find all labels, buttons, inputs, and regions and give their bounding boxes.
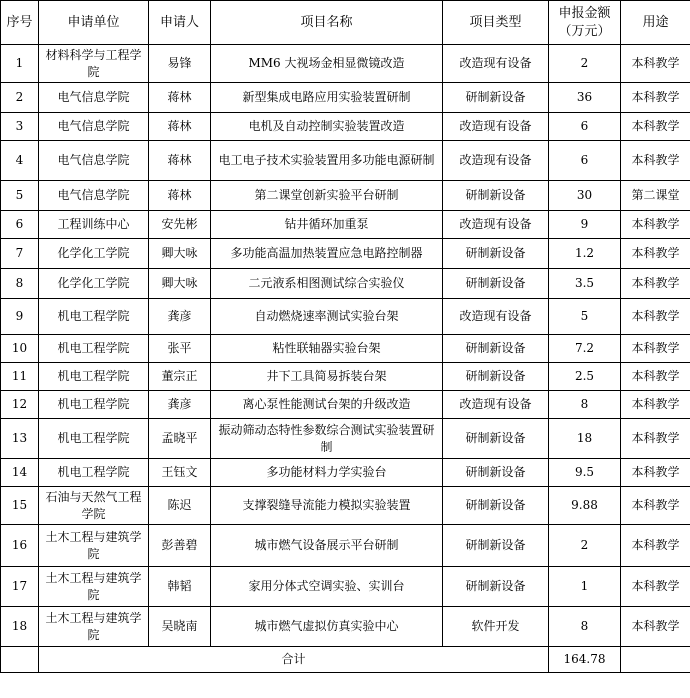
table-row: [1, 239, 690, 269]
header-no: 序号: [1, 1, 39, 45]
cell-unit: 机电工程学院: [39, 335, 149, 363]
cell-usage: 本科教学: [621, 607, 690, 647]
cell-unit: 电气信息学院: [39, 181, 149, 211]
cell-applicant: 蒋林: [149, 113, 211, 141]
cell-usage: 本科教学: [621, 239, 690, 269]
cell-type: 改造现有设备: [443, 391, 549, 419]
cell-usage: 本科教学: [621, 567, 690, 607]
cell-unit: 机电工程学院: [39, 391, 149, 419]
total-blank: [1, 647, 39, 673]
cell-unit: 化学化工学院: [39, 269, 149, 299]
cell-amount: 9.5: [549, 459, 621, 487]
cell-amount: 7.2: [549, 335, 621, 363]
table-row: [1, 299, 690, 335]
cell-no: 10: [1, 335, 39, 363]
cell-unit: 土木工程与建筑学院: [39, 525, 149, 567]
cell-unit: 机电工程学院: [39, 459, 149, 487]
cell-no: 5: [1, 181, 39, 211]
header-applicant: 申请人: [149, 1, 211, 45]
cell-amount: 6: [549, 141, 621, 181]
cell-applicant: 蒋林: [149, 141, 211, 181]
table-row: [1, 141, 690, 181]
cell-type: 研制新设备: [443, 363, 549, 391]
cell-no: 13: [1, 419, 39, 459]
cell-amount: 18: [549, 419, 621, 459]
cell-amount: 9: [549, 211, 621, 239]
table-body: [1, 1, 690, 673]
cell-applicant: 孟晓平: [149, 419, 211, 459]
cell-usage: 第二课堂: [621, 181, 690, 211]
cell-type: 研制新设备: [443, 269, 549, 299]
cell-usage: 本科教学: [621, 363, 690, 391]
cell-project: 家用分体式空调实验、实训台: [211, 567, 443, 607]
cell-project: 城市燃气设备展示平台研制: [211, 525, 443, 567]
cell-amount: 2: [549, 525, 621, 567]
cell-applicant: 卿大咏: [149, 269, 211, 299]
cell-usage: 本科教学: [621, 141, 690, 181]
cell-applicant: 王钰文: [149, 459, 211, 487]
table-row: [1, 419, 690, 459]
cell-amount: 9.88: [549, 487, 621, 525]
cell-no: 12: [1, 391, 39, 419]
cell-usage: 本科教学: [621, 299, 690, 335]
total-amount: 164.78: [549, 647, 621, 673]
cell-amount: 36: [549, 83, 621, 113]
cell-usage: 本科教学: [621, 83, 690, 113]
cell-type: 改造现有设备: [443, 211, 549, 239]
table-row: [1, 391, 690, 419]
cell-project: 振动筛动态特性参数综合测试实验装置研制: [211, 419, 443, 459]
cell-type: 研制新设备: [443, 83, 549, 113]
cell-applicant: 彭善碧: [149, 525, 211, 567]
header-type: 项目类型: [443, 1, 549, 45]
cell-project: 自动燃烧速率测试实验台架: [211, 299, 443, 335]
cell-no: 2: [1, 83, 39, 113]
cell-no: 18: [1, 607, 39, 647]
cell-no: 17: [1, 567, 39, 607]
cell-amount: 3.5: [549, 269, 621, 299]
cell-applicant: 蒋林: [149, 181, 211, 211]
cell-project: 第二课堂创新实验平台研制: [211, 181, 443, 211]
cell-amount: 6: [549, 113, 621, 141]
cell-applicant: 龚彦: [149, 391, 211, 419]
table-row: [1, 335, 690, 363]
cell-type: 改造现有设备: [443, 45, 549, 83]
cell-project: 城市燃气虚拟仿真实验中心: [211, 607, 443, 647]
cell-usage: 本科教学: [621, 487, 690, 525]
cell-type: 研制新设备: [443, 525, 549, 567]
cell-applicant: 韩韬: [149, 567, 211, 607]
header-row: [1, 1, 690, 45]
cell-unit: 电气信息学院: [39, 83, 149, 113]
cell-usage: 本科教学: [621, 335, 690, 363]
cell-unit: 土木工程与建筑学院: [39, 607, 149, 647]
cell-amount: 5: [549, 299, 621, 335]
table-row: [1, 459, 690, 487]
cell-project: 支撑裂缝导流能力模拟实验装置: [211, 487, 443, 525]
cell-type: 软件开发: [443, 607, 549, 647]
cell-amount: 1: [549, 567, 621, 607]
cell-applicant: 卿大咏: [149, 239, 211, 269]
cell-no: 6: [1, 211, 39, 239]
cell-unit: 机电工程学院: [39, 363, 149, 391]
cell-no: 16: [1, 525, 39, 567]
cell-applicant: 陈迟: [149, 487, 211, 525]
table-row: [1, 269, 690, 299]
cell-usage: 本科教学: [621, 211, 690, 239]
cell-applicant: 龚彦: [149, 299, 211, 335]
cell-no: 7: [1, 239, 39, 269]
cell-unit: 机电工程学院: [39, 419, 149, 459]
total-row: [1, 647, 690, 673]
cell-applicant: 张平: [149, 335, 211, 363]
cell-type: 改造现有设备: [443, 141, 549, 181]
table-row: [1, 181, 690, 211]
cell-amount: 2: [549, 45, 621, 83]
table-row: [1, 487, 690, 525]
cell-applicant: 吴晓南: [149, 607, 211, 647]
cell-unit: 化学化工学院: [39, 239, 149, 269]
header-unit: 申请单位: [39, 1, 149, 45]
cell-project: 电机及自动控制实验装置改造: [211, 113, 443, 141]
cell-usage: 本科教学: [621, 269, 690, 299]
table-row: [1, 363, 690, 391]
header-amount: 申报金额（万元）: [549, 1, 621, 45]
cell-no: 11: [1, 363, 39, 391]
total-label: 合计: [39, 647, 549, 673]
cell-amount: 8: [549, 391, 621, 419]
cell-type: 研制新设备: [443, 335, 549, 363]
table-row: [1, 113, 690, 141]
cell-project: 多功能材料力学实验台: [211, 459, 443, 487]
cell-project: 电工电子技术实验装置用多功能电源研制: [211, 141, 443, 181]
cell-unit: 石油与天然气工程学院: [39, 487, 149, 525]
cell-no: 1: [1, 45, 39, 83]
cell-project: 离心泵性能测试台架的升级改造: [211, 391, 443, 419]
cell-no: 8: [1, 269, 39, 299]
cell-type: 研制新设备: [443, 567, 549, 607]
cell-unit: 电气信息学院: [39, 113, 149, 141]
cell-applicant: 易锋: [149, 45, 211, 83]
cell-amount: 8: [549, 607, 621, 647]
cell-usage: 本科教学: [621, 391, 690, 419]
cell-unit: 工程训练中心: [39, 211, 149, 239]
table-row: [1, 45, 690, 83]
header-project: 项目名称: [211, 1, 443, 45]
cell-type: 研制新设备: [443, 239, 549, 269]
cell-amount: 2.5: [549, 363, 621, 391]
table-row: [1, 211, 690, 239]
table-row: [1, 607, 690, 647]
cell-no: 3: [1, 113, 39, 141]
cell-project: 粘性联轴器实验台架: [211, 335, 443, 363]
cell-no: 4: [1, 141, 39, 181]
cell-amount: 1.2: [549, 239, 621, 269]
cell-type: 研制新设备: [443, 419, 549, 459]
cell-type: 改造现有设备: [443, 113, 549, 141]
cell-type: 研制新设备: [443, 181, 549, 211]
cell-applicant: 蒋林: [149, 83, 211, 113]
cell-no: 14: [1, 459, 39, 487]
header-usage: 用途: [621, 1, 690, 45]
cell-usage: 本科教学: [621, 459, 690, 487]
cell-no: 9: [1, 299, 39, 335]
cell-applicant: 安先彬: [149, 211, 211, 239]
cell-project: 多功能高温加热装置应急电路控制器: [211, 239, 443, 269]
cell-amount: 30: [549, 181, 621, 211]
table-row: [1, 83, 690, 113]
cell-applicant: 董宗正: [149, 363, 211, 391]
cell-unit: 材料科学与工程学院: [39, 45, 149, 83]
cell-project: 二元液系相图测试综合实验仪: [211, 269, 443, 299]
cell-project: 新型集成电路应用实验装置研制: [211, 83, 443, 113]
total-usage-blank: [621, 647, 690, 673]
cell-project: 钻井循环加重泵: [211, 211, 443, 239]
cell-usage: 本科教学: [621, 419, 690, 459]
cell-type: 改造现有设备: [443, 299, 549, 335]
cell-unit: 机电工程学院: [39, 299, 149, 335]
cell-project: MM6 大视场金相显微镜改造: [211, 45, 443, 83]
cell-usage: 本科教学: [621, 113, 690, 141]
cell-unit: 土木工程与建筑学院: [39, 567, 149, 607]
cell-usage: 本科教学: [621, 45, 690, 83]
cell-type: 研制新设备: [443, 459, 549, 487]
cell-unit: 电气信息学院: [39, 141, 149, 181]
cell-usage: 本科教学: [621, 525, 690, 567]
cell-no: 15: [1, 487, 39, 525]
table-row: [1, 525, 690, 567]
table-row: [1, 567, 690, 607]
cell-type: 研制新设备: [443, 487, 549, 525]
cell-project: 井下工具简易拆装台架: [211, 363, 443, 391]
